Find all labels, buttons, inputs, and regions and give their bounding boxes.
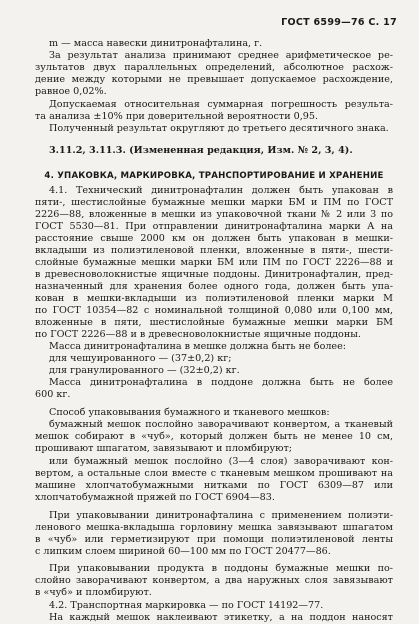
section-heading: 4. УПАКОВКА, МАРКИРОВКА, ТРАНСПОРТИРОВАНИЕ И ХРАНЕНИЕ: [44, 171, 384, 181]
text-line: 600 кг.: [35, 389, 71, 400]
text-line: вертом, а остальные слои вместе с тканевым мешком прошивают на: [35, 468, 393, 479]
text-line: пяти-, шестислойные бумажные мешки марки БМ и ПМ по ГОСТ: [35, 197, 393, 208]
text-line: прошивают шпагатом, завязывают и пломбируют;: [35, 443, 293, 454]
text-line: вкладыши из полиэтиленовой пленки, вложенные в пяти-, шести-: [35, 245, 393, 256]
text-line: та анализа ±10% при доверительной вероятности 0,95.: [35, 111, 319, 122]
text-line: машине хлопчатобумажными нитками по ГОСТ 6309—87 или: [35, 480, 393, 491]
text-line: расстояние свыше 2000 км он должен быть упакован в мешки-: [35, 233, 393, 244]
text-line: кован в мешки-вкладыши из полиэтиленовой пленки марки М: [35, 293, 393, 304]
text-line: по ГОСТ 2226—88 и в древесноволокнистые ящичные поддоны.: [35, 329, 361, 340]
text-line: ГОСТ 5530—81. При отправлении динитронафталина марки А на: [35, 221, 393, 232]
text-line: в древесноволокнистые ящичные поддоны. Динитронафталин, пред-: [35, 269, 393, 280]
text-line: 4.2. Транспортная маркировка — по ГОСТ 14192—77.: [49, 600, 324, 611]
text-line: Масса динитронафталина в мешке должна быть не более:: [49, 341, 347, 352]
text-line: в «чуб» или герметизируют при помощи полиэтиленовой ленты: [35, 534, 393, 545]
text-line: дение между которыми не превышает допускаемое расхождение,: [35, 74, 393, 85]
text-line: зультатов двух параллельных определений, абсолютное расхож-: [35, 62, 393, 73]
text-line: Масса динитронафталина в поддоне должна быть не более: [49, 377, 393, 388]
text-line: с липким слоем шириной 60—100 мм по ГОСТ 20477—86.: [35, 546, 331, 557]
text-line: хлопчатобумажной пряжей по ГОСТ 6904—83.: [35, 492, 275, 503]
text-line: За результат анализа принимают среднее арифметическое ре-: [49, 50, 393, 61]
text-line: слойно заворачивают конвертом, а два наружных слоя завязывают: [35, 575, 393, 586]
text-line: вложенные в пяти, шестислойные бумажные мешки марки БМ: [35, 317, 393, 328]
text-line: в «чуб» и пломбируют.: [35, 587, 152, 598]
text-line: мешок собирают в «чуб», который должен быть не менее 10 см,: [35, 431, 393, 442]
text-line: Допускаемая относительная суммарная погрешность результа-: [49, 99, 393, 110]
text-line: ленового мешка-вкладыша горловину мешка завязывают шпагатом: [35, 522, 393, 533]
text-line: При упаковывании продукта в поддоны бумажные мешки по-: [49, 563, 393, 574]
page-header: ГОСТ 6599—76 С. 17: [281, 17, 397, 28]
text-line: для чешуированного — (37±0,2) кг;: [49, 353, 232, 364]
text-line: слойные бумажные мешки марки БМ или ПМ по ГОСТ 2226—88 и: [35, 257, 393, 268]
amendment-note: 3.11.2, 3.11.3. (Измененная редакция, Изм. № 2, 3, 4).: [49, 145, 353, 156]
text-line: или бумажный мешок послойно (3—4 слоя) заворачивают кон-: [49, 456, 393, 467]
text-line: При упаковывании динитронафталина с применением полиэти-: [49, 510, 393, 521]
text-line: Способ упаковывания бумажного и тканевого мешков:: [49, 407, 330, 418]
text-line: по ГОСТ 10354—82 с номинальной толщиной 0,080 или 0,100 мм,: [35, 305, 393, 316]
text-line: назначенный для хранения более одного года, должен быть упа-: [35, 281, 393, 292]
text-line: m — масса навески динитронафталина, г.: [49, 38, 263, 49]
text-line: 2226—88, вложенные в мешки из упаковочной ткани № 2 или 3 по: [35, 209, 393, 220]
text-line: 4.1. Технический динитронафталин должен быть упакован в: [49, 185, 393, 196]
text-line: бумажный мешок послойно заворачивают конвертом, а тканевый: [49, 419, 393, 430]
text-line: для гранулированного — (32±0,2) кг.: [49, 365, 240, 376]
text-line: равное 0,02%.: [35, 86, 107, 97]
text-line: Полученный результат округляют до третьего десятичного знака.: [49, 123, 389, 134]
text-line: На каждый мешок наклеивают этикетку, а на поддон наносят: [49, 612, 393, 623]
